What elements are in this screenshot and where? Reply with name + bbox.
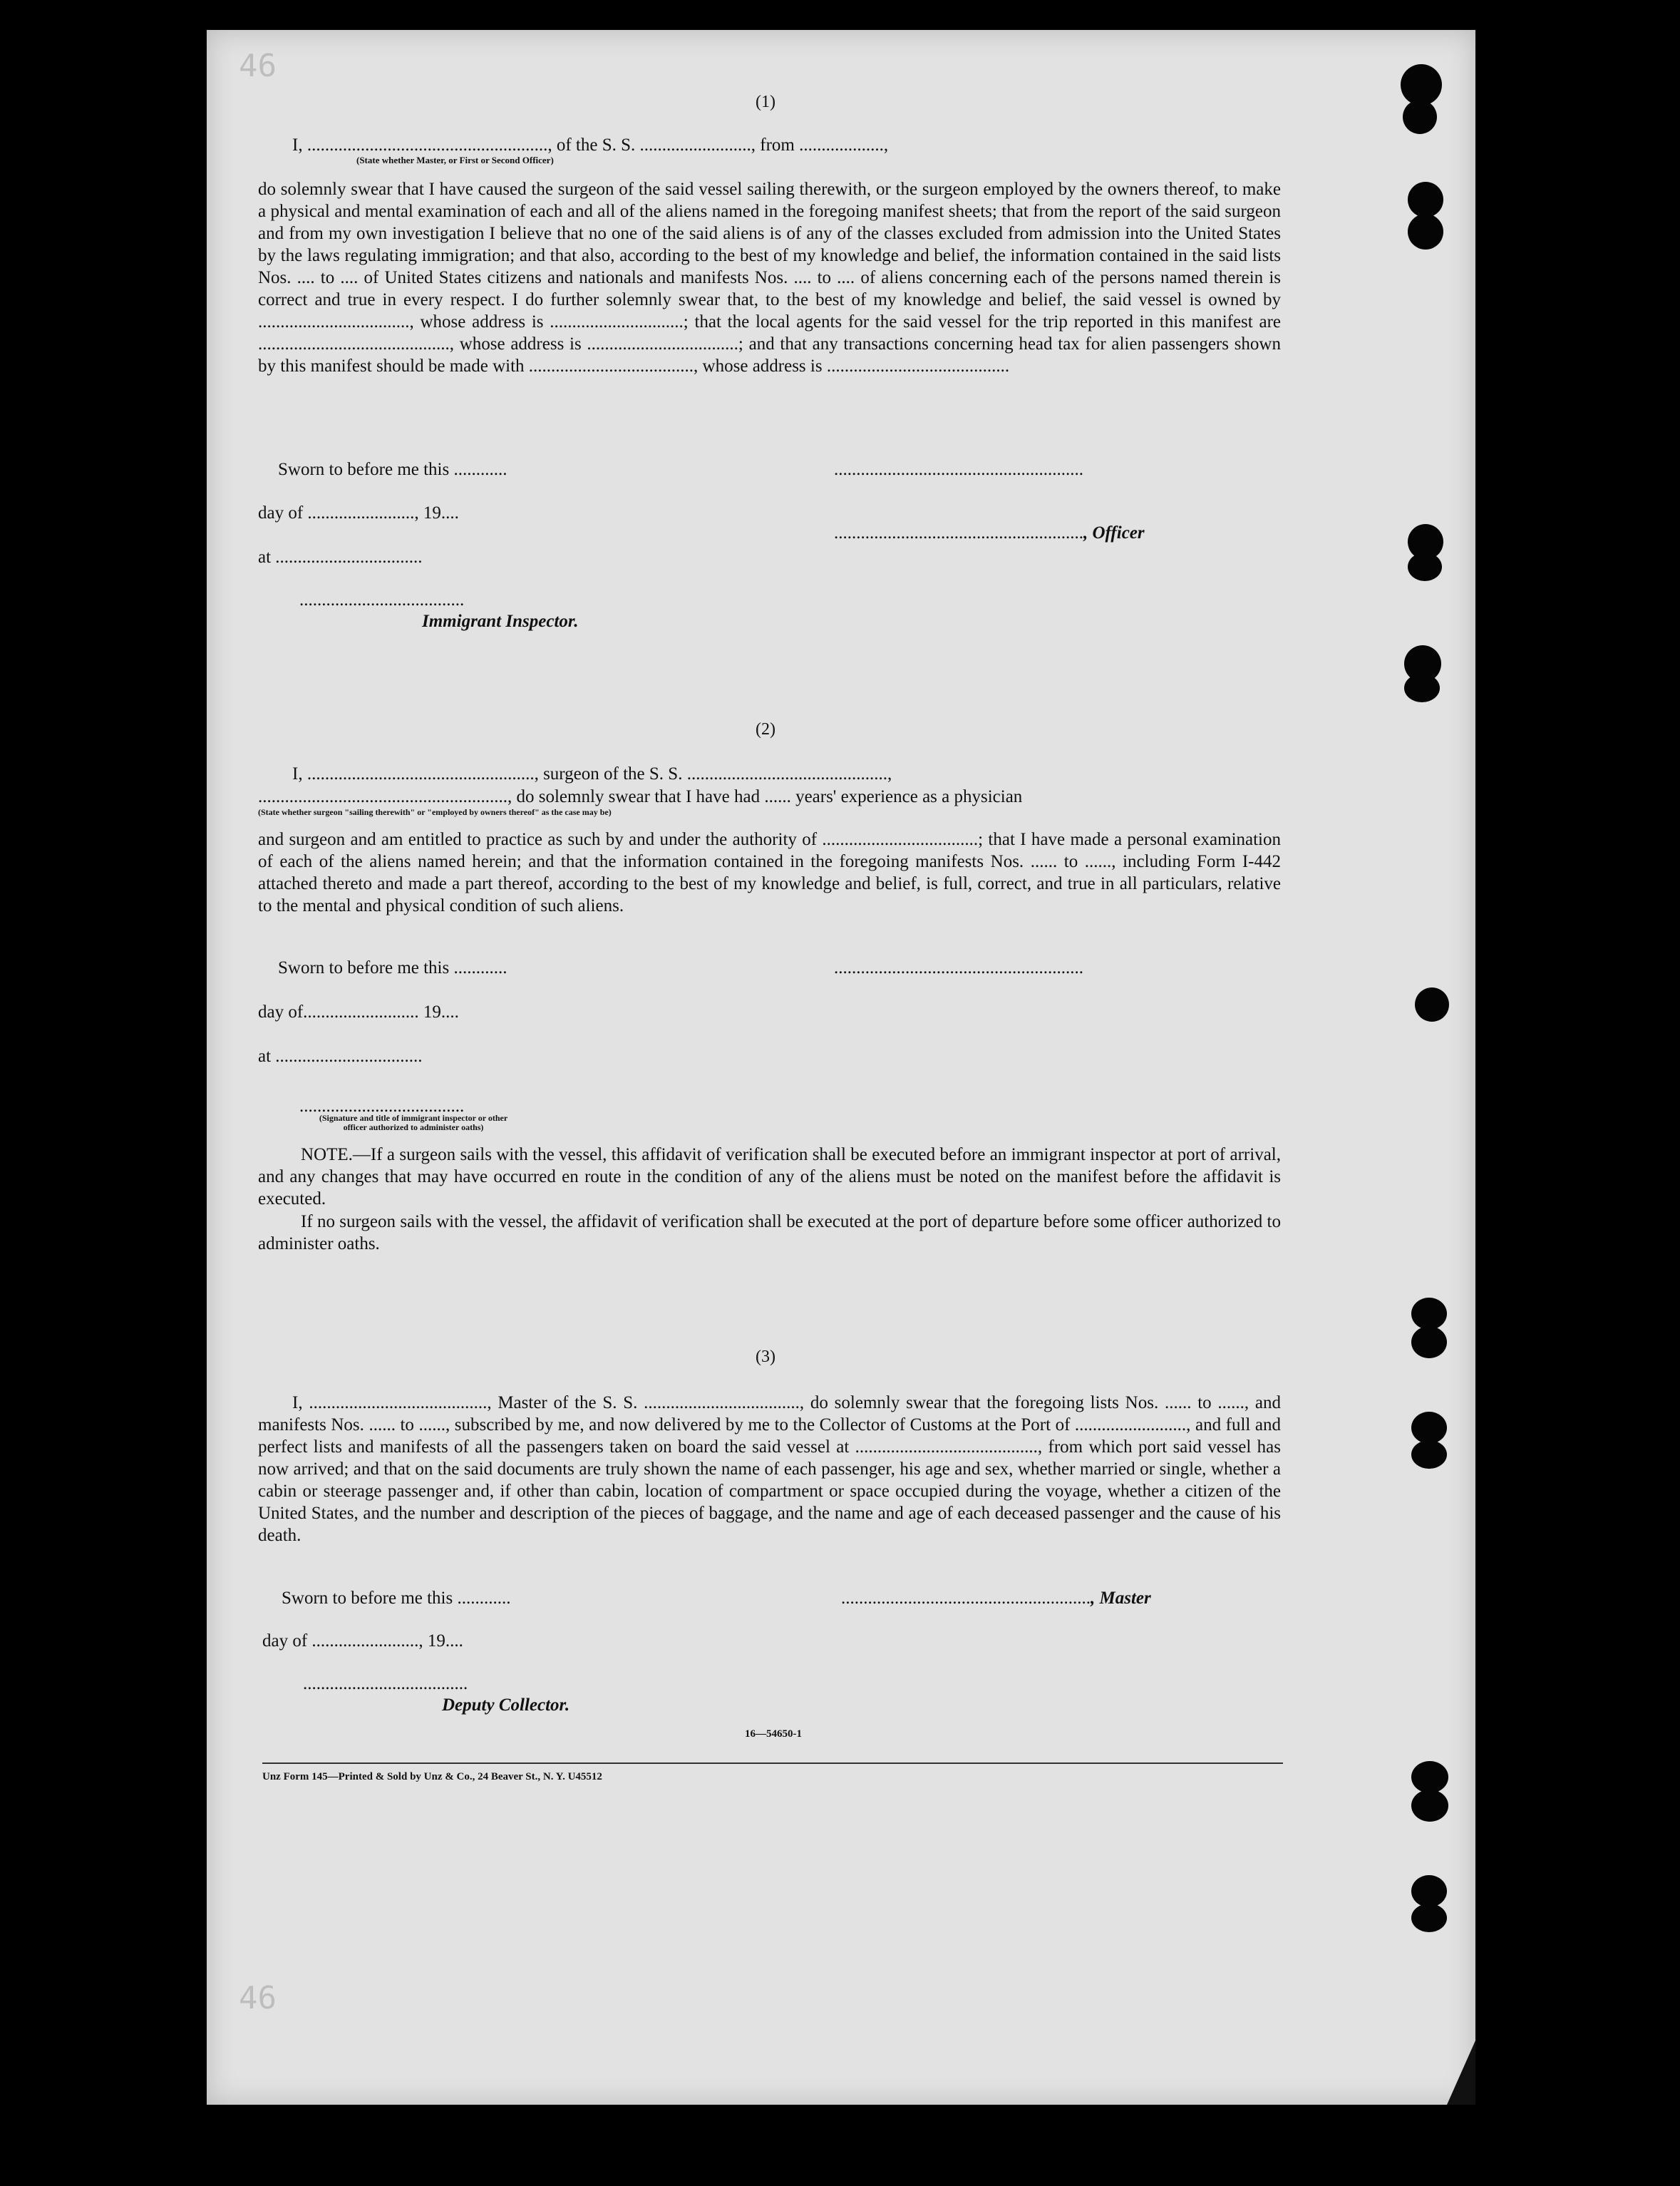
section-1-officer-top-line: ........................................................ (834, 460, 1083, 479)
section-2-at: at ................................. (258, 1047, 423, 1066)
section-2-day: day of.......................... 19.... (258, 1002, 459, 1022)
footer-rule (262, 1762, 1283, 1764)
section-3-sworn: Sworn to before me this ............ (282, 1589, 511, 1608)
section-2-note-2: If no surgeon sails with the vessel, the affidavit of verification shall be executed at the port of departure before some officer authorized to administer oaths. (258, 1212, 1281, 1253)
binding-hole (1411, 1761, 1448, 1793)
section-1-sworn: Sworn to before me this ............ (278, 460, 507, 479)
section-1-paragraph: do solemnly swear that I have caused the surgeon of the said vessel sailing therewith, or the surgeon employed by the owners thereof, to make a physical and mental examination of each and all of the aliens named in the foregoing manifest sheets; that from the report of the said surgeon and from my own investigation I believe that no one of the said aliens is of any of the classes excluded from admission into the United States by the laws regulating immigration; and that also, according to the best of my knowledge and belief, the information contained in the said lists Nos. .... to .... of United States citizens and nationals and manifests Nos. .... to .... of aliens concerning each of the persons named therein is correct and true in every respect. I do further solemnly swear that, to the best of my knowledge and belief, the said vessel is owned by .................................., whose address is ..............................; that the local agents for the said vessel for the trip reported in this manifest are ..........................................., whose address is ..................................; and that any transactions concerning head tax for alien passengers shown by this manifest should be made with ....................................., whose address is ......................................... (258, 180, 1281, 376)
section-1-declarant-line: I, ......................................................, of the S. S. ........................., from ..................., (292, 135, 889, 155)
binding-hole (1411, 1904, 1447, 1932)
section-1-signature-title: Immigrant Inspector. (422, 612, 579, 631)
section-2-line-1: I, ..................................................., surgeon of the S. S. ............................................., (292, 764, 892, 784)
section-2-surgeon-line: ........................................................ (834, 958, 1083, 977)
binding-hole (1411, 1440, 1447, 1469)
section-1-caption: (State whether Master, or First or Second Officer) (356, 155, 554, 165)
section-2-signature-line: ..................................... (299, 1097, 465, 1116)
section-2-number: (2) (756, 720, 775, 739)
folded-corner (1447, 2041, 1475, 2105)
binding-hole (1411, 1298, 1447, 1330)
page-number-ghost-top: 46 (239, 48, 277, 84)
section-3-day: day of ........................, 19.... (262, 1631, 463, 1651)
section-1-officer-line: ........................................................, Officer (834, 523, 1145, 543)
section-2-caption: (State whether surgeon "sailing therewith" or "employed by owners thereof" as the case may be) (258, 807, 612, 817)
document-page (207, 30, 1475, 2105)
binding-hole (1403, 100, 1437, 134)
section-3-paragraph: I, ........................................, Master of the S. S. ..................................., do solemnly swear that the foregoing lists Nos. ...... to ......, and manifests Nos. ...... to ......, subscribed by me, and now delivered by me to the Collector of Customs at the Port of ........................., and full and perfect lists and manifests of all the passengers taken on board the said vessel at ........................................., from which port said vessel has now arrived; and that on the said documents are truly shown the name of each passenger, his age and sex, whether married or single, whether a cabin or steerage passenger and, if other than cabin, location of compartment or space occupied during the voyage, whether a citizen of the United States, and the number and description of the pieces of baggage, and the name and age of each deceased passenger and the cause of his death. (258, 1393, 1281, 1545)
section-2-line-2: ........................................................, do solemnly swear that I have had ...... years' experience as a physician (258, 787, 1023, 806)
binding-hole (1411, 1875, 1447, 1907)
binding-hole (1408, 214, 1443, 250)
binding-hole (1411, 1790, 1448, 1822)
section-2-sworn: Sworn to before me this ............ (278, 958, 507, 977)
page-number-ghost-bottom: 46 (239, 1980, 277, 2016)
section-1-number: (1) (756, 93, 775, 111)
section-3-master-line: ........................................................, Master (841, 1589, 1151, 1608)
section-1-signature-line: ..................................... (299, 590, 465, 610)
section-3-signature-title: Deputy Collector. (442, 1695, 570, 1715)
section-1-day: day of ........................, 19.... (258, 503, 459, 523)
binding-hole (1408, 553, 1442, 581)
section-2-paragraph: and surgeon and am entitled to practice as such by and under the authority of ...................................; that I have made a personal examination of each of the aliens named herein; and that the information contained in the foregoing manifests Nos. ...... to ......, including Form I-442 attached thereto and made a part thereof, according to the best of my knowledge and belief, is full, correct, and true in all particulars, relative to the mental and physical condition of such aliens. (258, 830, 1281, 915)
section-2-signature-caption: (Signature and title of immigrant inspector or other officer authorized to administer oaths) (319, 1113, 508, 1132)
section-2-note-1: NOTE.—If a surgeon sails with the vessel, this affidavit of verification shall be executed before an immigrant inspector at port of arrival, and any changes that may have occurred en route in the condition of any of the aliens must be noted on the manifest before the affidavit is executed. (258, 1145, 1281, 1209)
binding-hole (1415, 987, 1449, 1022)
form-code: 16—54650-1 (745, 1728, 802, 1740)
binding-hole (1404, 674, 1440, 702)
binding-hole (1411, 1412, 1447, 1444)
section-3-number: (3) (756, 1348, 775, 1366)
binding-hole (1411, 1326, 1447, 1358)
binding-hole (1408, 182, 1443, 217)
section-1-at: at ................................. (258, 548, 423, 567)
printer-footer: Unz Form 145—Printed & Sold by Unz & Co., 24 Beaver St., N. Y. U45512 (262, 1771, 602, 1782)
section-3-signature-line: ..................................... (303, 1674, 468, 1693)
